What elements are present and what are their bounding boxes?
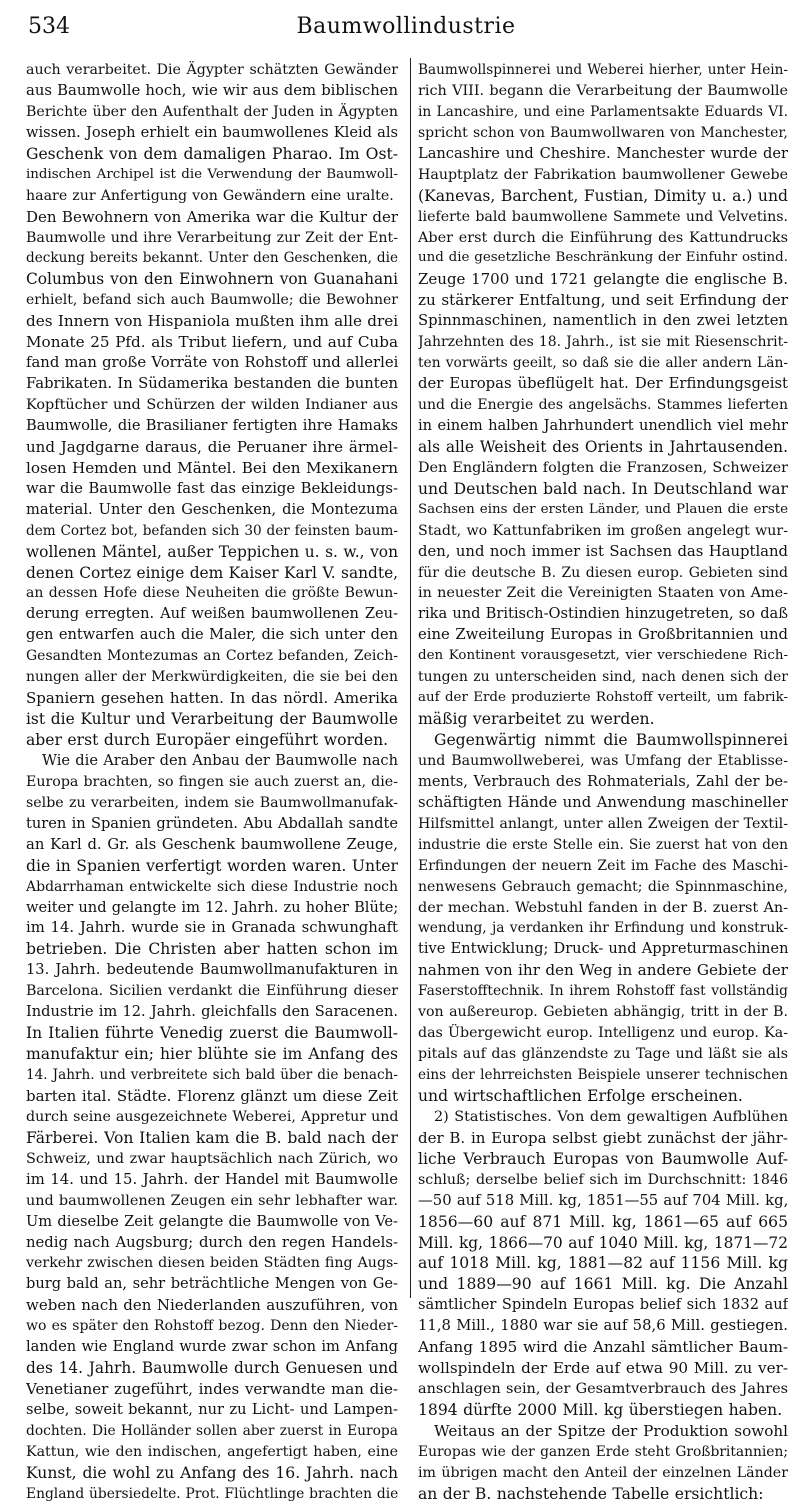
text-line: spricht schon von Baumwollwaren von Manchester, [418, 124, 788, 141]
text-line: Faserstofftechnik. In ihrem Rohstoff fast vollständig [418, 983, 788, 1000]
text-line: und baumwollenen Zeugen ein sehr lebhafter war. [26, 1192, 398, 1209]
text-line: —50 auf 518 Mill. kg, 1851—55 auf 704 Mill. kg, [418, 1191, 788, 1209]
text-line: des Innern von Hispaniola mußten ihm alle drei [26, 312, 398, 331]
text-line: mäßig verarbeitet zu werden. [418, 710, 655, 729]
text-line: schäftigten Hände und Anwendung maschineller [418, 793, 788, 811]
left-column [26, 60, 398, 1505]
text-line: nungen aller der Merkwürdigkeiten, die sie bei den [26, 669, 398, 686]
text-line: Monate 25 Pfd. als Tribut liefern, und auf Cuba [26, 333, 398, 352]
text-line: Baumwollspinnerei und Weberei hierher, unter Hein- [418, 62, 788, 78]
text-line: im 14. und 15. Jahrh. der Handel mit Baumwolle [26, 1170, 398, 1188]
text-line: Spaniern gesehen hatten. In das nördl. Amerika [26, 689, 398, 708]
text-line: 1856—60 auf 871 Mill. kg, 1861—65 auf 665 [418, 1212, 788, 1231]
text-line: Den Bewohnern von Amerika war die Kultur der [26, 207, 398, 226]
text-line: gen entwarfen auch die Maler, die sich unter den [26, 626, 398, 644]
text-line: haare zur Anfertigung von Gewändern eine uralte. [26, 187, 394, 204]
column-divider [410, 58, 411, 1298]
text-line: von außereurop. Gebieten abhängig, tritt in der B. [418, 1004, 788, 1021]
text-line: Berichte über den Aufenthalt der Juden in Ägypten [26, 103, 398, 120]
text-line: wissen. Joseph erhielt ein baumwollenes Kleid als [26, 123, 398, 141]
text-line: an dessen Hofe diese Neuheiten die größte Bewun- [26, 585, 398, 602]
text-line: Fabrikaten. In Südamerika bestanden die bunten [26, 375, 398, 393]
text-line: tive Entwicklung; Druck- und Appreturmaschinen [418, 940, 788, 958]
text-line: pitals auf das glänzendste zu Tage und läßt sie als [418, 1046, 788, 1063]
text-line: ten vorwärts geeilt, so daß sie die aller andern Län- [418, 355, 788, 372]
text-line: England übersiedelte. Prot. Flüchtlinge brachten die [26, 1485, 398, 1502]
text-line: Baumwolle, die Brasilianer fertigten ihre Hamaks [26, 416, 398, 434]
text-line: Gegenwärtig nimmt die Baumwollspinnerei [434, 731, 788, 749]
text-line: rika und Britisch-Ostindien hinzugetreten, so daß [418, 605, 788, 623]
text-line: auf der Erde produzierte Rohstoff verteilt, um fabrik- [418, 690, 788, 706]
text-line: dem Cortez bot, befanden sich 30 der feinsten baum- [26, 522, 398, 539]
text-line: den, und noch immer ist Sachsen das Hauptland [418, 542, 788, 560]
text-line: Baumwolle und ihre Verarbeitung zur Zeit der Ent- [26, 229, 398, 246]
text-line: weiter und gelangte im 12. Jahrh. zu hoher Blüte; [26, 898, 398, 916]
text-line: ments, Verbrauch des Rohmaterials, Zahl der be- [418, 772, 788, 790]
text-line: Schweiz, und zwar hauptsächlich nach Zürich, wo [26, 1150, 398, 1167]
text-line: denen Cortez einige dem Kaiser Karl V. sandte, [26, 563, 398, 582]
text-line: Hilfsmittel anlangt, unter allen Zweigen der Textil- [418, 815, 788, 832]
text-line: barten ital. Städte. Florenz glänzt um diese Zeit [26, 1086, 398, 1105]
text-line: industrie die erste Stelle ein. Sie zuerst hat von den [418, 836, 788, 853]
text-line: burg bald an, sehr beträchtliche Mengen von Ge- [26, 1275, 398, 1293]
text-line: turen in Spanien gründeten. Abu Abdallah sandte [26, 814, 398, 832]
text-line: Columbus von den Einwohnern von Guanahani [26, 270, 398, 289]
text-line: der Europas übeflügelt hat. Der Erfindungsgeist [418, 375, 788, 393]
text-line: Industrie im 12. Jahrh. gleichfalls den Saracenen. [26, 1003, 398, 1021]
text-line: die in Spanien verfertigt worden waren. Unter [26, 856, 398, 875]
text-line: Aber erst durch die Einführung des Kattundrucks [418, 229, 788, 246]
text-line: als alle Weisheit des Orients in Jahrtausenden. [418, 437, 788, 456]
text-line: Anfang 1895 wird die Anzahl sämtlicher Baum- [418, 1338, 788, 1357]
page-header [28, 12, 784, 42]
text-line: Kattun, wie den indischen, angefertigt haben, eine [26, 1443, 398, 1460]
text-line: der mechan. Webstuhl fanden in der B. zuerst An- [418, 899, 788, 916]
text-line: und 1889—90 auf 1661 Mill. kg. Die Anzahl [418, 1275, 788, 1294]
text-line: und Baumwollweberei, was Umfang der Etablisse- [418, 752, 788, 769]
text-line: Europa brachten, so fingen sie auch zuerst an, die- [26, 773, 398, 790]
text-line: im übrigen macht den Anteil der einzelnen Länder [418, 1464, 788, 1481]
running-title: Baumwollindustrie [296, 14, 516, 39]
text-line: auch verarbeitet. Die Ägypter schätzten Gewänder [26, 62, 398, 78]
text-line: Barcelona. Sicilien verdankt die Einführung dieser [26, 983, 398, 1000]
text-line: aus Baumwolle hoch, wie wir aus dem biblischen [26, 81, 398, 99]
text-line: verkehr zwischen diesen beiden Städten fing Augs- [26, 1255, 398, 1272]
text-line: Erfindungen der neuern Zeit im Fache des Maschi- [418, 857, 788, 874]
text-line: Lancashire und Cheshire. Manchester wurde der [418, 144, 788, 162]
text-line: Den Engländern folgten die Franzosen, Schweizer [418, 459, 788, 476]
text-line: Spinnmaschinen, namentlich in den zwei letzten [418, 312, 788, 330]
text-line: das Übergewicht europ. Intelligenz und europ. Ka- [418, 1025, 788, 1042]
text-line: Venetianer zugeführt, indes verwandte man die- [26, 1380, 398, 1399]
text-line: 14. Jahrh. und verbreitete sich bald über die benach- [26, 1067, 398, 1083]
text-line: (Kanevas, Barchent, Fustian, Dimity u. a.) und [418, 186, 788, 205]
page-number: 534 [28, 14, 70, 39]
text-line: nedig nach Augsburg; durch den regen Handels- [26, 1233, 398, 1251]
text-line: indischen Archipel ist die Verwendung der Baumwoll- [26, 166, 398, 182]
text-line: Färberei. Von Italien kam die B. bald nach der [26, 1128, 398, 1147]
text-line: Kunst, die wohl zu Anfang des 16. Jahrh. nach [26, 1463, 398, 1482]
text-line: eins der lehrreichsten Beispiele unserer technischen [418, 1067, 788, 1083]
text-line: lieferte bald baumwollene Sammete und Velvetins. [418, 208, 788, 225]
text-line: zu stärkerer Entfaltung, und seit Erfindung der [418, 291, 788, 310]
text-line: der B. in Europa selbst giebt zunächst der jähr- [418, 1128, 788, 1147]
text-line: auf 1018 Mill. kg, 1881—82 auf 1156 Mill. kg [418, 1254, 788, 1273]
text-line: und Jagdgarne daraus, die Peruaner ihre ärmel- [26, 437, 398, 456]
text-line: Mill. kg, 1866—70 auf 1040 Mill. kg, 1871—72 [418, 1233, 788, 1252]
text-line: und die gesetzliche Beschränkung der Einfuhr ostind. [418, 250, 788, 266]
text-line: 13. Jahrh. bedeutende Baumwollmanufakturen in [26, 961, 398, 979]
text-line: in neuester Zeit die Vereinigten Staaten von Ame- [418, 585, 788, 602]
text-line: weben nach den Niederlanden auszuführen, von [26, 1296, 398, 1315]
text-line: betrieben. Die Christen aber hatten schon im [26, 940, 398, 959]
text-line: und wirtschaftlichen Erfolge erscheinen. [418, 1086, 743, 1105]
text-line: material. Unter den Geschenken, die Montezuma [26, 500, 398, 518]
text-line: an der B. nachstehende Tabelle ersichtlich: [418, 1484, 764, 1503]
text-line: Stadt, wo Kattunfabriken im großen angelegt wur- [418, 522, 788, 539]
text-line: in Lancashire, und eine Parlamentsakte Eduards VI. [418, 103, 788, 120]
text-line: Zeuge 1700 und 1721 gelangte die englische B. [418, 270, 788, 289]
text-line: Um dieselbe Zeit gelangte die Baumwolle von Ve- [26, 1212, 398, 1230]
text-line: derung erregten. Auf weißen baumwollenen Zeu- [26, 605, 398, 623]
text-line: Kopftücher und Schürzen der wilden Indianer aus [26, 397, 398, 413]
text-line: an Karl d. Gr. als Geschenk baumwollene Zeuge, [26, 835, 398, 853]
text-line: ist die Kultur und Verarbeitung der Baumwolle [26, 710, 398, 729]
text-line: In Italien führte Venedig zuerst die Baumwoll- [26, 1024, 398, 1043]
text-line: nahmen von ihr den Weg in andere Gebiete der [418, 961, 788, 980]
text-line: Wie die Araber den Anbau der Baumwolle nach [42, 751, 398, 769]
text-line: anschlagen sein, der Gesamtverbrauch des Jahres [418, 1381, 788, 1398]
text-line: selbe zu verarbeiten, indem sie Baumwollmanufak- [26, 794, 398, 811]
text-line: und Deutschen bald nach. In Deutschland war [418, 479, 788, 498]
text-line: durch seine ausgezeichnete Weberei, Appretur und [26, 1108, 398, 1125]
text-line: war die Baumwolle fast das einzige Bekleidungs- [26, 479, 398, 497]
text-line: und die Energie des angelsächs. Stammes lieferten [418, 397, 788, 413]
text-line: losen Hemden und Mäntel. Bei den Mexikanern [26, 458, 398, 477]
text-line: 2) Statistisches. Von dem gewaltigen Aufblühen [434, 1108, 788, 1125]
text-line: wendung, ja verdanken ihr Erfindung und konstruk- [418, 920, 788, 937]
text-line: rich VIII. begann die Verarbeitung der Baumwolle [418, 82, 788, 99]
text-line: liche Verbrauch Europas von Baumwolle Auf- [418, 1149, 788, 1168]
text-line: eine Zweiteilung Europas in Großbritannien und [418, 626, 788, 644]
text-line: deckung bereits bekannt. Unter den Geschenken, die [26, 250, 398, 267]
text-line: 1894 dürfte 2000 Mill. kg überstiegen haben. [418, 1401, 783, 1419]
right-column [418, 60, 788, 1505]
text-line: fand man große Vorräte von Rohstoff und allerlei [26, 354, 398, 372]
text-line: des 14. Jahrh. Baumwolle durch Genuesen und [26, 1359, 398, 1378]
text-line: wollspindeln der Erde auf etwa 90 Mill. zu ver- [418, 1359, 788, 1378]
text-line: Gesandten Montezumas an Cortez befanden, Zeich- [26, 648, 398, 665]
text-line: für die deutsche B. Zu diesen europ. Gebieten sind [418, 564, 788, 581]
text-line: Hauptplatz der Fabrikation baumwollener Gewebe [418, 166, 788, 183]
text-line: dochten. Die Holländer sollen aber zuerst in Europa [26, 1422, 398, 1439]
text-line: in einem halben Jahrhundert unendlich viel mehr [418, 416, 788, 434]
text-line: wollenen Mäntel, außer Teppichen u. s. w., von [26, 542, 398, 561]
text-line: selbe, soweit bekannt, nur zu Licht- und Lampen- [26, 1401, 398, 1418]
text-line: schluß; derselbe belief sich im Durchschnitt: 1846 [418, 1171, 788, 1188]
text-line: Sachsen eins der ersten Länder, und Plauen die erste [418, 501, 788, 517]
text-line: landen wie England wurde zwar schon im Anfang [26, 1338, 398, 1356]
text-line: nenwesens Gebrauch gemacht; die Spinnmaschine, [418, 878, 788, 895]
text-line: 11,8 Mill., 1880 war sie auf 58,6 Mill. gestiegen. [418, 1317, 788, 1335]
text-line: Europas wie der ganzen Erde steht Großbritannien; [418, 1443, 788, 1460]
text-line: wo es später den Rohstoff bezog. Denn den Nieder- [26, 1318, 398, 1335]
text-line: Abdarrhaman entwickelte sich diese Industrie noch [26, 878, 398, 895]
text-line: im 14. Jahrh. wurde sie in Granada schwunghaft [26, 919, 398, 937]
text-line: Weitaus an der Spitze der Produktion sowohl [434, 1421, 788, 1440]
text-line: manufaktur ein; hier blühte sie im Anfang des [26, 1045, 398, 1064]
text-line: erhielt, befand sich auch Baumwolle; die Bewohner [26, 292, 398, 309]
text-line: sämtlicher Spindeln Europas belief sich 1832 auf [418, 1296, 788, 1314]
text-line: den Kontinent vorausgesetzt, vier verschiedene Rich- [418, 648, 788, 664]
text-line: tungen zu unterscheiden sind, nach denen sich der [418, 669, 788, 686]
text-line: aber erst durch Europäer eingeführt worden. [26, 731, 389, 749]
text-line: Geschenk von dem damaligen Pharao. Im Ost- [26, 144, 398, 163]
text-line: Jahrzehnten des 18. Jahrh., ist sie mit Riesenschrit- [418, 334, 788, 351]
